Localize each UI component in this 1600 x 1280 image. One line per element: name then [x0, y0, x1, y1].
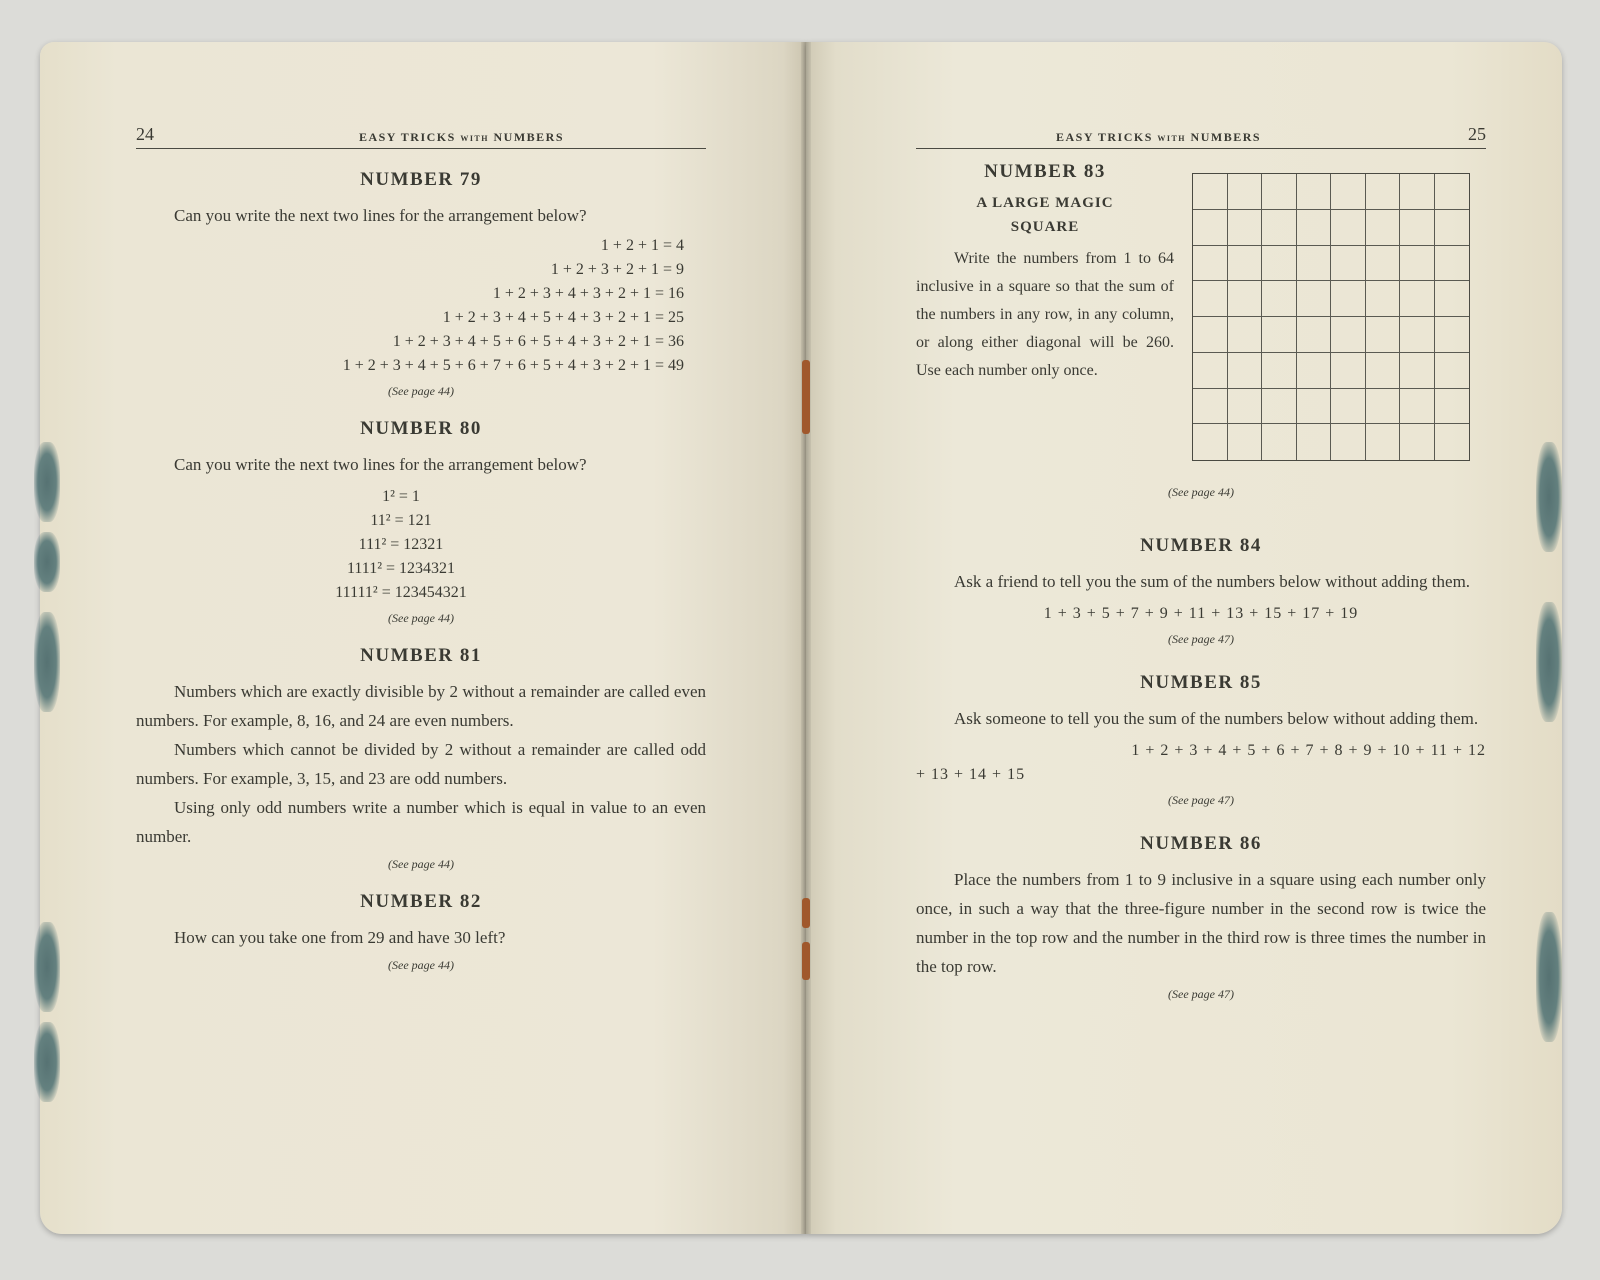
problem-heading-82: NUMBER 82	[360, 891, 482, 912]
equation-line: 1 + 2 + 3 + 4 + 5 + 6 + 7 + 6 + 5 + 4 + 3 + 2 + 1 = 49	[342, 357, 684, 374]
water-stain	[34, 612, 60, 712]
problem-heading-85: NUMBER 85	[1140, 672, 1262, 693]
left-page-content	[136, 124, 706, 974]
page-number: 24	[136, 124, 154, 144]
water-stain	[34, 442, 60, 522]
equation-line: 1² = 1	[382, 488, 420, 505]
staple	[802, 898, 810, 928]
problem-heading-86: NUMBER 86	[1140, 833, 1262, 854]
book-spine-fold	[801, 42, 811, 1234]
magic-square-cell	[1366, 389, 1401, 425]
magic-square-cell	[1297, 424, 1332, 460]
magic-square-cell	[1435, 281, 1470, 317]
magic-square-cell	[1331, 246, 1366, 282]
problem-subheading-83	[916, 191, 1174, 239]
magic-square-cell	[1193, 389, 1228, 425]
magic-square-cell	[1262, 317, 1297, 353]
magic-square-cell	[1400, 281, 1435, 317]
problem-text-79: Can you write the next two lines for the arrangement below?	[174, 206, 587, 225]
magic-square-cell	[1435, 246, 1470, 282]
magic-square-cell	[1193, 281, 1228, 317]
magic-square-cell	[1228, 424, 1263, 460]
water-stain	[1536, 602, 1562, 722]
see-page-note: (See page 44)	[388, 958, 454, 972]
magic-square-cell	[1366, 246, 1401, 282]
magic-square-cell	[1400, 174, 1435, 210]
water-stain	[1536, 442, 1562, 552]
magic-square-cell	[1228, 246, 1263, 282]
magic-square-cell	[1262, 353, 1297, 389]
magic-square-cell	[1193, 246, 1228, 282]
magic-square-cell	[1193, 424, 1228, 460]
magic-square-cell	[1331, 174, 1366, 210]
magic-square-cell	[1193, 353, 1228, 389]
magic-square-cell	[1262, 424, 1297, 460]
see-page-note: (See page 44)	[388, 384, 454, 398]
equation-line: 1 + 2 + 3 + 4 + 5 + 4 + 3 + 2 + 1 = 25	[442, 309, 684, 326]
problem-heading-81: NUMBER 81	[360, 645, 482, 666]
expression-84: 1 + 3 + 5 + 7 + 9 + 11 + 13 + 15 + 17 + 19	[1043, 605, 1359, 622]
equation-line: 11111² = 123454321	[335, 584, 467, 601]
magic-square-cell	[1297, 317, 1332, 353]
magic-square-cell	[1400, 317, 1435, 353]
magic-square-cell	[1435, 317, 1470, 353]
problem-text-84: Ask a friend to tell you the sum of the numbers below without adding them.	[954, 572, 1471, 591]
page-number: 25	[1468, 124, 1486, 144]
magic-square-cell	[1228, 281, 1263, 317]
left-page	[40, 42, 806, 1234]
magic-square-cell	[1228, 389, 1263, 425]
see-page-note: (See page 44)	[1168, 485, 1234, 499]
see-page-note: (See page 44)	[388, 611, 454, 625]
magic-square-cell	[1366, 353, 1401, 389]
water-stain	[1536, 912, 1562, 1042]
problem-heading-79: NUMBER 79	[360, 169, 482, 190]
open-booklet	[40, 42, 1562, 1234]
magic-square-cell	[1228, 174, 1263, 210]
magic-square-cell	[1400, 353, 1435, 389]
equation-line: 1111² = 1234321	[346, 560, 456, 577]
problem-text-81-p1: Numbers which are exactly divisible by 2 without a remainder are called even numbers. For example, 8, 16, and 24 are even numbers.	[136, 682, 706, 730]
magic-square-cell	[1193, 317, 1228, 353]
problem-text-86: Place the numbers from 1 to 9 inclusive in a square using each number only once, in such a way that the three-figure number in the second row is twice the number in the top row and the number in the third row is three times the number in the top row.	[916, 870, 1486, 976]
magic-square-cell	[1297, 281, 1332, 317]
problem-text-80: Can you write the next two lines for the arrangement below?	[174, 455, 587, 474]
magic-square-cell	[1366, 174, 1401, 210]
running-head-right	[916, 124, 1486, 149]
magic-square-cell	[1435, 210, 1470, 246]
magic-square-cell	[1366, 210, 1401, 246]
right-page-content	[916, 124, 1486, 1003]
water-stain	[34, 1022, 60, 1102]
magic-square-cell	[1400, 246, 1435, 282]
magic-square-cell	[1366, 317, 1401, 353]
problem-heading-84: NUMBER 84	[1140, 535, 1262, 556]
problem-heading-80: NUMBER 80	[360, 418, 482, 439]
magic-square-grid	[1192, 173, 1470, 461]
magic-square-cell	[1297, 389, 1332, 425]
problem-text-82: How can you take one from 29 and have 30 left?	[174, 928, 506, 947]
magic-square-cell	[1331, 389, 1366, 425]
problem-text-83: Write the numbers from 1 to 64 inclusive in a square so that the sum of the numbers in any row, in any column, or along either diagonal will be 260. Use each number only once.	[916, 250, 1174, 379]
equation-line: 1 + 2 + 3 + 4 + 5 + 6 + 5 + 4 + 3 + 2 + 1 = 36	[392, 333, 684, 350]
staple	[802, 360, 810, 434]
problem-text-81-p3: Using only odd numbers write a number which is equal in value to an even number.	[136, 798, 706, 846]
staple	[802, 942, 810, 980]
see-page-note: (See page 47)	[1168, 987, 1234, 1001]
running-title: EASY TRICKS with NUMBERS	[358, 130, 564, 144]
see-page-note: (See page 47)	[1168, 793, 1234, 807]
magic-square-cell	[1193, 174, 1228, 210]
water-stain	[34, 532, 60, 592]
problem-heading-83: NUMBER 83	[984, 161, 1106, 182]
magic-square-cell	[1400, 424, 1435, 460]
see-page-note: (See page 44)	[388, 857, 454, 871]
magic-square-cell	[1400, 389, 1435, 425]
subheading-line: A LARGE MAGIC	[976, 195, 1114, 211]
magic-square-cell	[1331, 317, 1366, 353]
arrangement-79	[136, 234, 706, 378]
magic-square-cell	[1193, 210, 1228, 246]
magic-square-cell	[1297, 353, 1332, 389]
magic-square-cell	[1435, 389, 1470, 425]
magic-square-cell	[1262, 389, 1297, 425]
magic-square-cell	[1366, 424, 1401, 460]
magic-square-cell	[1435, 424, 1470, 460]
equation-line: 1 + 2 + 1 = 4	[600, 237, 684, 254]
expression-85-line-1: 1 + 2 + 3 + 4 + 5 + 6 + 7 + 8 + 9 + 10 + 11 + 12	[1131, 742, 1486, 759]
magic-square-cell	[1262, 210, 1297, 246]
magic-square-problem	[916, 149, 1486, 479]
magic-square-cell	[1297, 246, 1332, 282]
magic-square-cell	[1435, 353, 1470, 389]
running-title: EASY TRICKS with NUMBERS	[1056, 130, 1262, 144]
problem-text-81-p2: Numbers which cannot be divided by 2 without a remainder are called odd numbers. For example, 3, 15, and 23 are odd numbers.	[136, 740, 706, 788]
equation-line: 1 + 2 + 3 + 4 + 3 + 2 + 1 = 16	[492, 285, 684, 302]
magic-square-cell	[1228, 210, 1263, 246]
magic-square-cell	[1400, 210, 1435, 246]
magic-square-cell	[1228, 353, 1263, 389]
water-stain	[34, 922, 60, 1012]
magic-square-cell	[1262, 246, 1297, 282]
magic-square-cell	[1228, 317, 1263, 353]
magic-square-text-column	[916, 149, 1174, 385]
magic-square-cell	[1262, 281, 1297, 317]
equation-line: 11² = 121	[370, 512, 432, 529]
equation-line: 1 + 2 + 3 + 2 + 1 = 9	[550, 261, 684, 278]
magic-square-cell	[1331, 353, 1366, 389]
magic-square-cell	[1331, 281, 1366, 317]
magic-square-cell	[1297, 174, 1332, 210]
magic-square-cell	[1297, 210, 1332, 246]
right-page	[806, 42, 1562, 1234]
arrangement-80	[136, 485, 706, 605]
magic-square-cell	[1262, 174, 1297, 210]
equation-line: 111² = 12321	[358, 536, 444, 553]
subheading-line: SQUARE	[1010, 219, 1080, 235]
magic-square-cell	[1366, 281, 1401, 317]
problem-text-85: Ask someone to tell you the sum of the numbers below without adding them.	[954, 709, 1479, 728]
running-head-left	[136, 124, 706, 149]
see-page-note: (See page 47)	[1168, 632, 1234, 646]
magic-square-cell	[1435, 174, 1470, 210]
expression-85-line-2: + 13 + 14 + 15	[916, 766, 1026, 783]
magic-square-cell	[1331, 424, 1366, 460]
magic-square-cell	[1331, 210, 1366, 246]
